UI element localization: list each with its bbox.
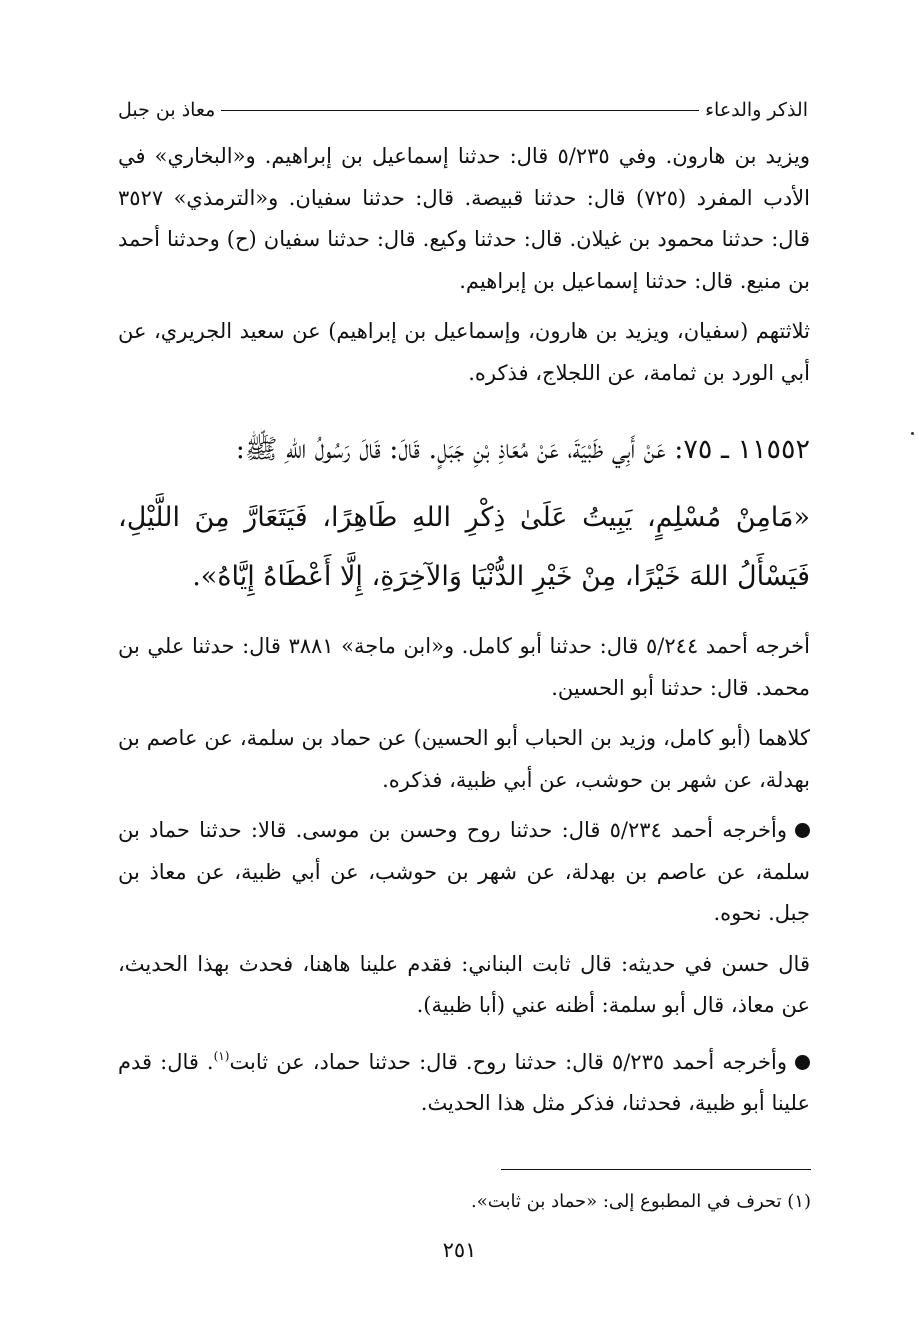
paragraph-3: أخرجه أحمد ٥/٢٤٤ قال: حدثنا أبو كامل. و«ابن ماجة» ٣٨٨١ قال: حدثنا علي بن محمد. قال: حدثنا أبو الحسين.: [118, 634, 810, 700]
paragraph-7-text-b: . قال: قدم علينا أبو ظبية، فحدثنا، فذكر مثل هذا الحديث.: [118, 1049, 810, 1115]
scan-speck: [911, 432, 914, 435]
paragraph-1: ويزيد بن هارون. وفي ٥/٢٣٥ قال: حدثنا إسماعيل بن إبراهيم. و«البخاري» في الأدب المفرد (٧٢٥) قال: حدثنا قبيصة. قال: حدثنا سفيان. و«الترمذي» ٣٥٢٧ قال: حدثنا محمود بن غيلان. قال: حدثنا وكيع. قال: حدثنا سفيان (ح) وحدثنا أحمد بن منيع. قال: حدثنا إسماعيل بن إبراهيم.: [118, 144, 810, 293]
footnote: (١) تحرف في المطبوع إلى: «حماد بن ثابت».: [471, 1191, 811, 1212]
paragraph-4: كلاهما (أبو كامل، وزيد بن الحباب أبو الحسين) عن حماد بن سلمة، عن عاصم بن بهدلة، عن شهر بن حوشب، عن أبي ظبية، فذكره.: [118, 726, 810, 792]
footnote-reference: (١): [213, 1048, 230, 1063]
paragraph-7-text-a: وأخرجه أحمد ٥/٢٣٥ قال: حدثنا روح. قال: حدثنا حماد، عن ثابت: [229, 1049, 788, 1074]
hadith-heading: ١١٥٥٢ ـ ٧٥: عَنْ أَبِي ظَبْيَةَ، عَنْ مُعَاذِ بْنِ جَبَلٍ. قَالَ: قَالَ رَسُولُ اللهِ ﷺ:: [235, 434, 810, 465]
footnote-rule: [501, 1169, 811, 1170]
paragraph-5: [118, 810, 810, 935]
paragraph-7: [118, 1036, 810, 1125]
paragraph-5-text: وأخرجه أحمد ٥/٢٣٤ قال: حدثنا روح وحسن بن موسى. قالا: حدثنا حماد بن سلمة، عن عاصم بن بهدلة، عن شهر بن حوشب، عن أبي ظبية، عن معاذ بن جبل. نحوه.: [118, 818, 810, 925]
paragraph-6: قال حسن في حديثه: قال ثابت البناني: فقدم علينا هاهنا، فحدث بهذا الحديث، عن معاذ، قال أبو سلمة: أظنه عني (أبا ظبية).: [118, 951, 810, 1017]
bullet-icon: [795, 1055, 810, 1070]
header-chapter: معاذ بن جبل: [118, 99, 216, 121]
hadith-text: «مَامِنْ مُسْلِمٍ، يَبِيتُ عَلَىٰ ذِكْرِ اللهِ طَاهِرًا، فَيَتَعَارَّ مِنَ اللَّيْلِ، فَيَسْأَلُ اللهَ خَيْرًا، مِنْ خَيْرِ الدُّنْيَا وَالآخِرَةِ، إِلَّا أَعْطَاهُ إِيَّاهُ».: [118, 502, 810, 592]
page-body: [118, 136, 810, 1125]
paragraph-2: ثلاثتهم (سفيان، ويزيد بن هارون، وإسماعيل بن إبراهيم) عن سعيد الجريري، عن أبي الورد بن ثمامة، عن اللجلاج، فذكره.: [118, 319, 810, 385]
page-number: ٢٥١: [442, 1238, 477, 1262]
running-header: [118, 92, 808, 128]
header-title: الذكر والدعاء: [705, 99, 808, 121]
header-rule: [221, 110, 699, 111]
bullet-icon: [795, 823, 810, 838]
